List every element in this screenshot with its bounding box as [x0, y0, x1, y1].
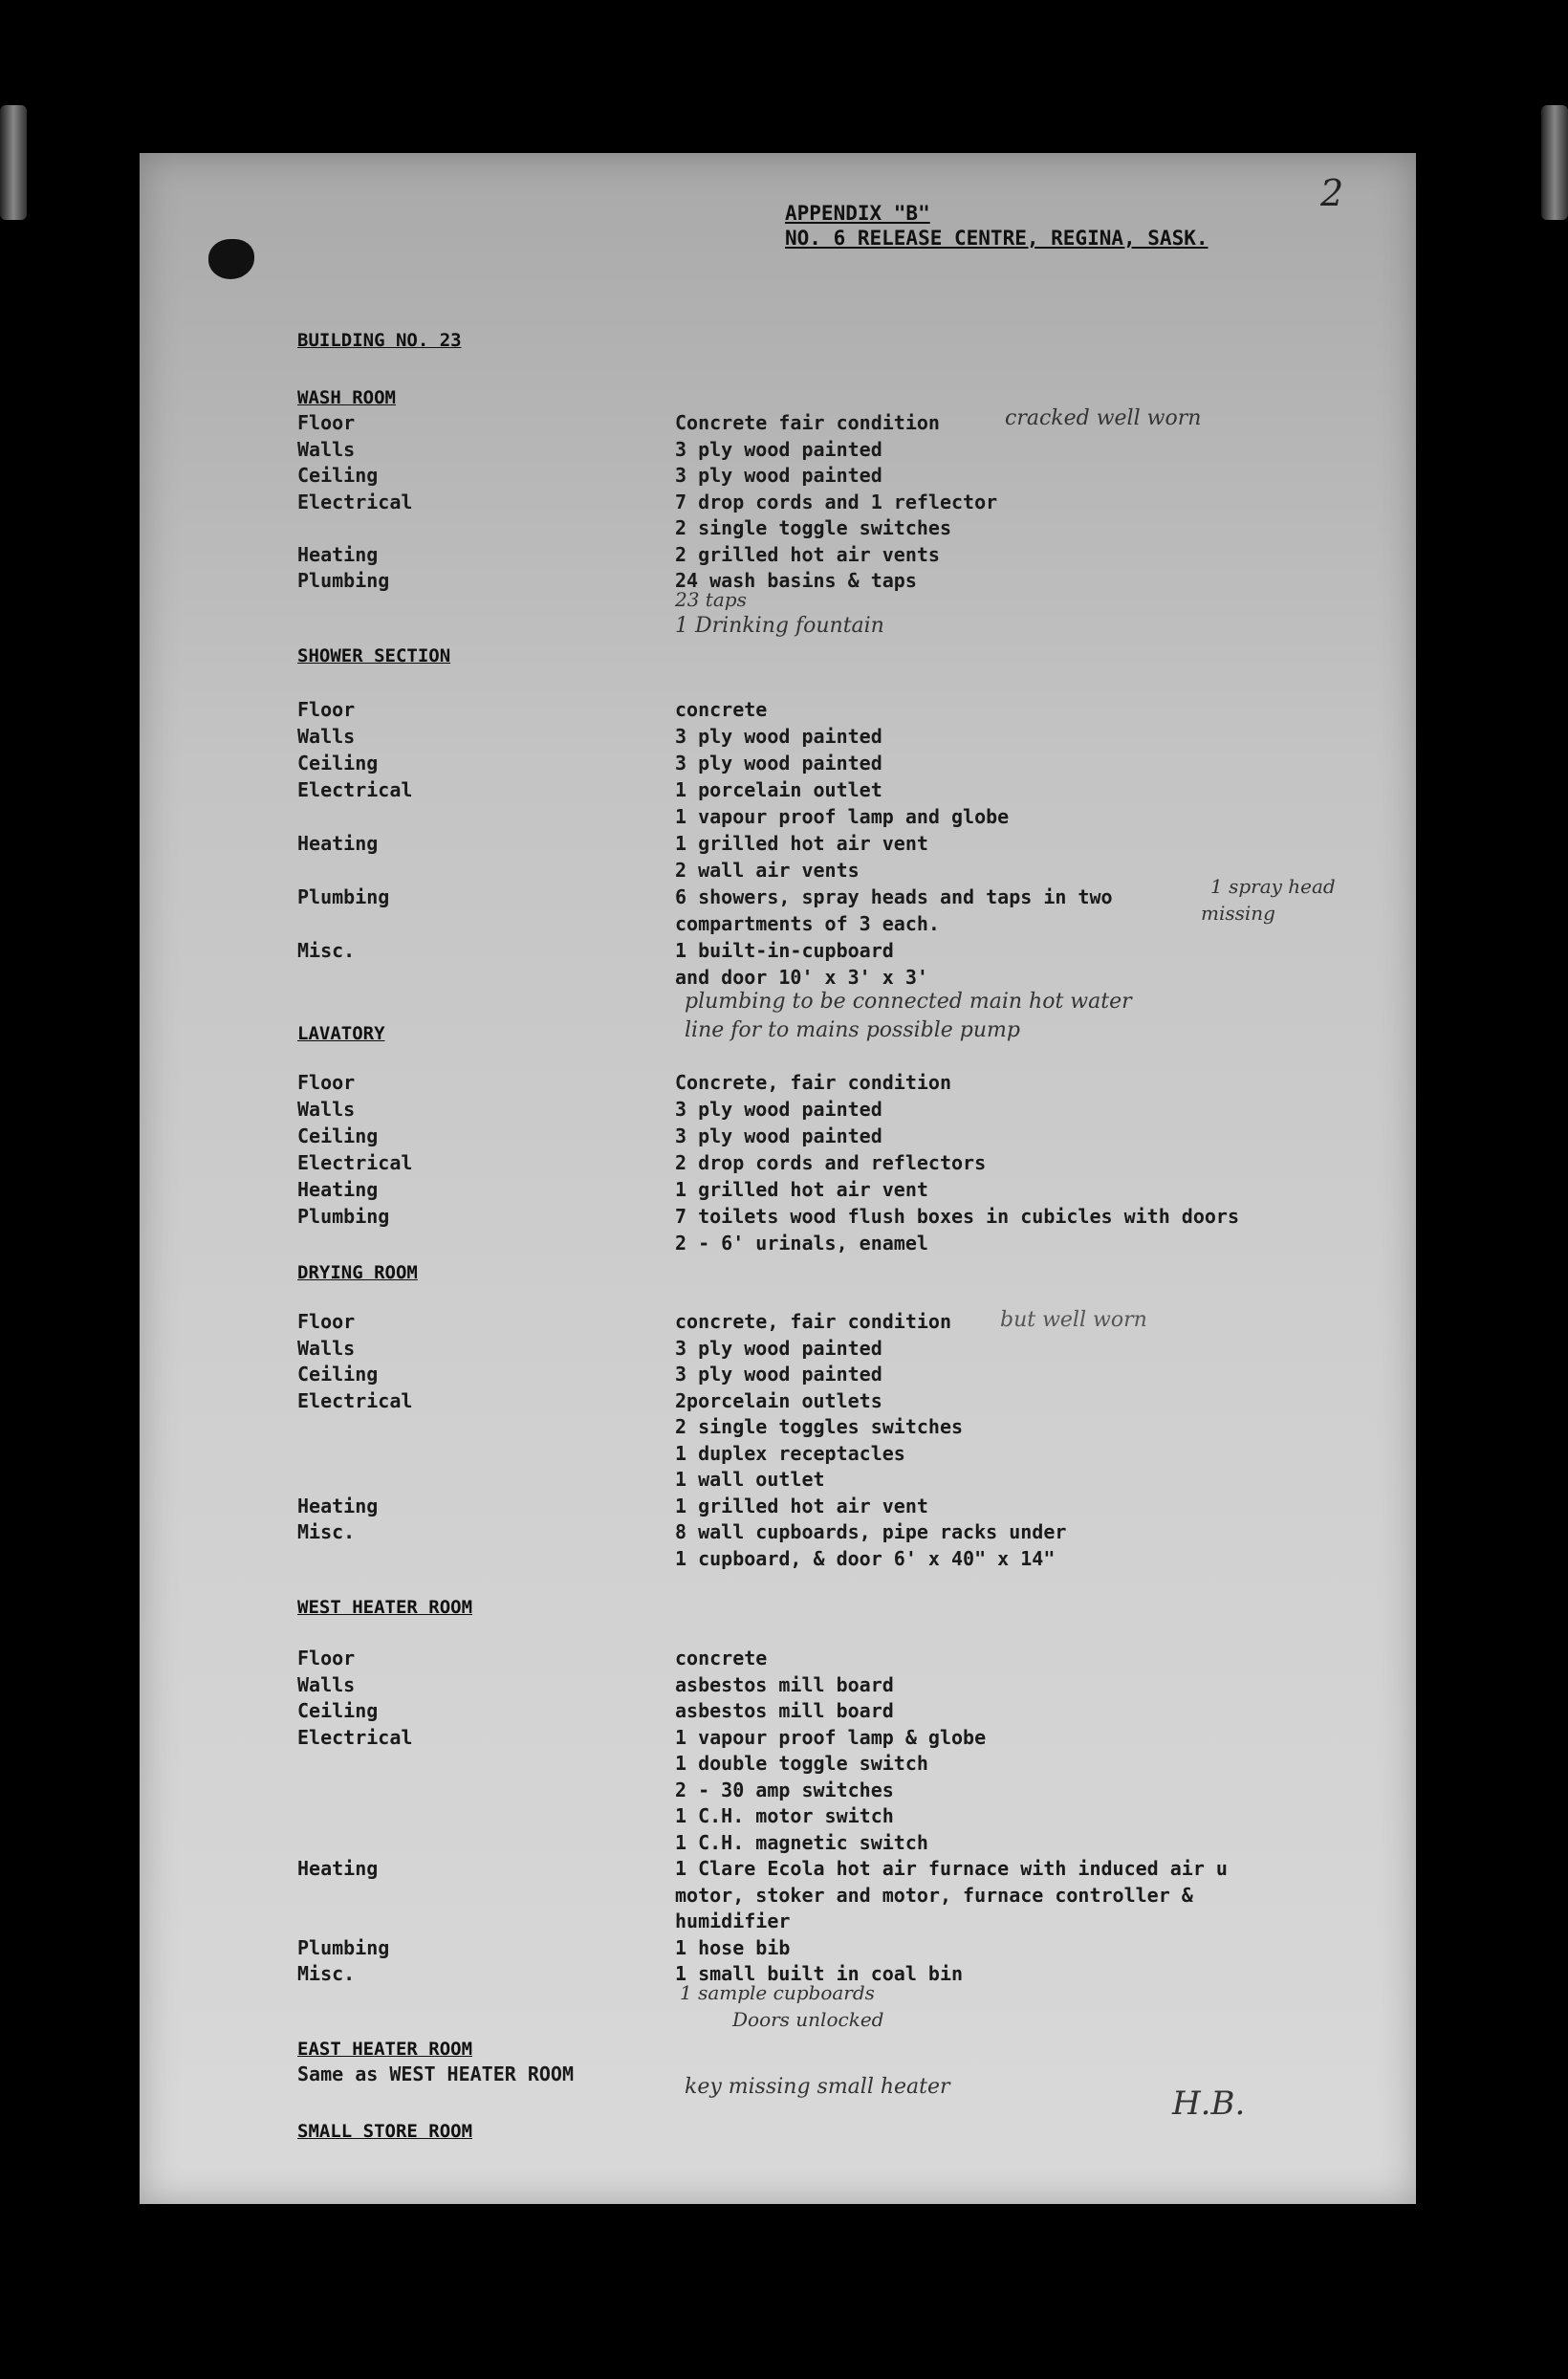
row-value: concrete: [675, 698, 768, 721]
row-label: Ceiling: [297, 1124, 379, 1147]
row-value: humidifier: [675, 1910, 791, 1932]
row-value: 1 double toggle switch: [675, 1752, 928, 1775]
row-label: Heating: [297, 1494, 379, 1517]
row-value: 2 drop cords and reflectors: [675, 1151, 987, 1174]
header-appendix: APPENDIX "B": [785, 202, 930, 225]
row-value: 7 drop cords and 1 reflector: [675, 490, 998, 513]
section-title: WEST HEATER ROOM: [297, 1597, 473, 1618]
row-label: Floor: [297, 411, 356, 434]
row-value: concrete, fair condition: [675, 1310, 951, 1333]
inventory-row: [297, 464, 1397, 491]
row-label: Electrical: [297, 490, 413, 513]
inventory-row: [297, 1831, 1397, 1858]
inventory-row: [297, 543, 1397, 570]
row-value: 2porcelain outlets: [675, 1388, 882, 1412]
row-value: concrete: [675, 1647, 768, 1670]
row-value: 1 small built in coal bin: [675, 1962, 964, 1985]
handwritten-note: 1 Drinking fountain: [675, 614, 884, 638]
row-value: 1 built-in-cupboard: [675, 939, 894, 962]
handwritten-note: cracked well worn: [1005, 406, 1202, 430]
row-label: Walls: [297, 1672, 356, 1696]
row-value: 1 cupboard, & door 6' x 40" x 14": [675, 1546, 1056, 1570]
row-label: Walls: [297, 1098, 356, 1121]
row-label: Plumbing: [297, 885, 390, 908]
inventory-row: [297, 1647, 1397, 1673]
row-value: 2 single toggle switches: [675, 516, 951, 539]
row-label: Electrical: [297, 778, 413, 801]
inventory-row: [297, 752, 1397, 778]
row-value: 1 vapour proof lamp & globe: [675, 1725, 987, 1749]
inventory-row: [297, 1124, 1397, 1151]
inventory-row: [297, 1520, 1397, 1547]
inventory-row: [297, 1673, 1397, 1700]
row-label: Plumbing: [297, 569, 390, 592]
inventory-row: [297, 1779, 1397, 1805]
inventory-row: [297, 1468, 1397, 1495]
row-value: 2 - 30 amp switches: [675, 1778, 894, 1801]
row-value: 2 grilled hot air vents: [675, 542, 940, 566]
inventory-row: [297, 1804, 1397, 1831]
document-header: [785, 201, 1209, 251]
row-label: Walls: [297, 725, 356, 748]
film-edge-right: [1541, 105, 1568, 220]
row-label: Heating: [297, 1857, 379, 1880]
row-label: Same as WEST HEATER ROOM: [297, 2063, 574, 2085]
row-value: 1 hose bib: [675, 1935, 791, 1959]
handwritten-note: missing: [1201, 902, 1275, 925]
row-value: 3 ply wood painted: [675, 464, 882, 487]
row-value: 6 showers, spray heads and taps in two: [675, 885, 1113, 908]
handwritten-note: but well worn: [1000, 1308, 1147, 1332]
handwritten-note: plumbing to be connected main hot water: [685, 990, 1132, 1014]
inventory-row: [297, 411, 1397, 438]
row-value: 7 toilets wood flush boxes in cubicles with doors: [675, 1205, 1240, 1228]
header-location: NO. 6 RELEASE CENTRE, REGINA, SASK.: [785, 227, 1209, 250]
row-label: Misc.: [297, 1520, 356, 1543]
row-value: Concrete fair condition: [675, 411, 940, 434]
row-value: 1 grilled hot air vent: [675, 1494, 928, 1517]
inventory-row: [297, 1699, 1397, 1726]
row-value: and door 10' x 3' x 3': [675, 966, 928, 989]
inventory-row: [297, 1415, 1397, 1442]
row-label: Floor: [297, 1310, 356, 1333]
row-label: Electrical: [297, 1388, 413, 1412]
section-title: DRYING ROOM: [297, 1262, 418, 1283]
row-value: 1 Clare Ecola hot air furnace with induced air u: [675, 1857, 1228, 1880]
inventory-row: [297, 1337, 1397, 1364]
row-value: 2 single toggles switches: [675, 1415, 964, 1438]
row-value: 3 ply wood painted: [675, 437, 882, 461]
row-value: 3 ply wood painted: [675, 1363, 882, 1386]
inventory-row: [297, 1495, 1397, 1521]
row-label: Plumbing: [297, 1205, 390, 1228]
row-value: asbestos mill board: [675, 1672, 894, 1696]
inventory-row: [297, 1363, 1397, 1389]
row-value: 3 ply wood painted: [675, 1336, 882, 1360]
row-label: Walls: [297, 437, 356, 461]
inventory-row: [297, 1098, 1397, 1124]
inventory-row: [297, 1442, 1397, 1469]
inventory-row: [297, 966, 1397, 993]
row-label: Heating: [297, 832, 379, 855]
section-title: SMALL STORE ROOM: [297, 2121, 473, 2142]
row-label: Heating: [297, 1178, 379, 1201]
row-value: 2 - 6' urinals, enamel: [675, 1232, 928, 1255]
inventory-row: [297, 832, 1397, 859]
inventory-row: [297, 516, 1397, 543]
inventory-row: [297, 725, 1397, 752]
row-label: Floor: [297, 698, 356, 721]
row-value: 1 grilled hot air vent: [675, 1178, 928, 1201]
row-value: 3 ply wood painted: [675, 1098, 882, 1121]
row-label: Electrical: [297, 1151, 413, 1174]
row-label: Ceiling: [297, 752, 379, 775]
building-title: BUILDING NO. 23: [297, 330, 462, 351]
row-label: Misc.: [297, 939, 356, 962]
row-value: 1 wall outlet: [675, 1468, 825, 1491]
section-title: EAST HEATER ROOM: [297, 2039, 473, 2060]
page-number: 2: [1320, 172, 1344, 214]
row-value: Concrete, fair condition: [675, 1071, 951, 1094]
inventory-row: [297, 1726, 1397, 1753]
row-label: Floor: [297, 1071, 356, 1094]
inventory-row: [297, 698, 1397, 725]
row-value: 1 duplex receptacles: [675, 1441, 905, 1465]
inventory-row: [297, 1232, 1397, 1258]
row-value: 8 wall cupboards, pipe racks under: [675, 1520, 1067, 1543]
inventory-row: [297, 1310, 1397, 1337]
row-label: Plumbing: [297, 1935, 390, 1959]
row-label: Ceiling: [297, 464, 379, 487]
row-label: Walls: [297, 1336, 356, 1360]
row-label: Electrical: [297, 1725, 413, 1749]
row-value: 1 porcelain outlet: [675, 778, 882, 801]
handwritten-note: 1 sample cupboards: [680, 1981, 875, 2004]
inventory-row: [297, 1752, 1397, 1779]
handwritten-initials: H.B.: [1172, 2084, 1246, 2123]
inventory-row: [297, 1151, 1397, 1178]
inventory-row: [297, 805, 1397, 832]
inventory-row: [297, 1389, 1397, 1416]
inventory-row: [297, 1936, 1397, 1963]
inventory-row: [297, 1910, 1397, 1936]
inventory-row: [297, 569, 1397, 596]
row-label: Misc.: [297, 1962, 356, 1985]
row-value: 24 wash basins & taps: [675, 569, 917, 592]
document-page: [140, 153, 1416, 2204]
inventory-row: [297, 491, 1397, 517]
row-value: 3 ply wood painted: [675, 725, 882, 748]
handwritten-note: 23 taps: [675, 588, 747, 611]
row-value: 2 wall air vents: [675, 859, 860, 882]
row-value: 1 C.H. magnetic switch: [675, 1830, 928, 1854]
row-value: compartments of 3 each.: [675, 912, 940, 935]
row-value: 1 grilled hot air vent: [675, 832, 928, 855]
handwritten-note: Doors unlocked: [732, 2008, 884, 2031]
inventory-row: [297, 1205, 1397, 1232]
row-label: Heating: [297, 542, 379, 566]
row-value: asbestos mill board: [675, 1699, 894, 1722]
row-value: 1 C.H. motor switch: [675, 1804, 894, 1827]
section-title: SHOWER SECTION: [297, 645, 451, 666]
row-label: Ceiling: [297, 1699, 379, 1722]
row-value: 3 ply wood painted: [675, 752, 882, 775]
inventory-row: [297, 939, 1397, 966]
handwritten-note: line for to mains possible pump: [685, 1018, 1020, 1042]
inventory-row: [297, 1547, 1397, 1574]
inventory-row: [297, 1178, 1397, 1205]
row-value: 1 vapour proof lamp and globe: [675, 805, 1010, 828]
handwritten-note: key missing small heater: [685, 2075, 950, 2099]
inventory-row: [297, 778, 1397, 805]
row-value: motor, stoker and motor, furnace controller &: [675, 1883, 1193, 1907]
row-label: Ceiling: [297, 1363, 379, 1386]
section-title: LAVATORY: [297, 1023, 385, 1044]
inventory-row: [297, 1857, 1397, 1884]
punch-hole: [208, 239, 254, 279]
film-edge-left: [0, 105, 27, 220]
section-title: WASH ROOM: [297, 387, 396, 408]
handwritten-note: 1 spray head: [1210, 875, 1336, 898]
inventory-row: [297, 1884, 1397, 1910]
inventory-row: [297, 438, 1397, 465]
inventory-row: [297, 1071, 1397, 1098]
row-label: Floor: [297, 1647, 356, 1670]
row-value: 3 ply wood painted: [675, 1124, 882, 1147]
